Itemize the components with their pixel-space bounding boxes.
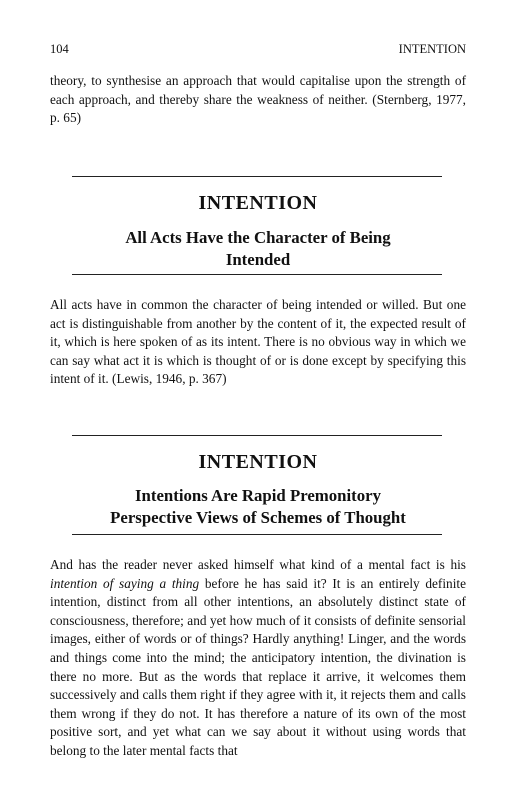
section-subtitle (50, 485, 466, 529)
section-bottom-rule (72, 534, 442, 535)
section-heading: INTENTION (198, 192, 318, 214)
section-subtitle-line: Intended (225, 250, 291, 269)
section-subtitle (50, 227, 466, 271)
section-body (50, 556, 466, 761)
section-heading: INTENTION (198, 451, 318, 473)
italic-phrase: intention of saying a thing (50, 575, 200, 591)
running-title: INTENTION (398, 42, 466, 56)
section-subtitle-line: All Acts Have the Character of Being (125, 228, 391, 247)
section-top-rule (72, 435, 442, 436)
section-bottom-rule (72, 274, 442, 275)
body-text: before he has said it? It is an entirely definite intention, distinct from all other intentions, an absolutely distinct state of consciousness, therefore; and yet how much of it consists of definite sensorial images, either of words or of things? Hardly anything! Linger, and the words and things come into the mind; the anticipatory intention, the divination is there no more. But as the words that replace it arrive, it welcomes them successively and calls them right if they agree with it, it rejects them and calls them wrong if they do not. It has therefore a nature of its own of the most positive sort, and yet what can we say about it without using words that belong to the later mental facts that (50, 575, 466, 758)
section-subtitle-line: Perspective Views of Schemes of Thought (110, 508, 406, 527)
page-number: 104 (50, 42, 69, 56)
section-body: All acts have in common the character of being intended or willed. But one act is distinguishable from another by the content of it, the expected result of it, which is here spoken of as its intent. There is no obvious way in which we can say what act it is which is thought of or is done except by specifying this intent of it. (Lewis, 1946, p. 367) (50, 297, 466, 387)
carryover-paragraph: theory, to synthesise an approach that would capitalise upon the strength of each approach, and thereby share the weakness of neither. (Sternberg, 1977, p. 65) (50, 73, 466, 126)
body-text: And has the reader never asked himself what kind of a mental fact is his (50, 557, 466, 572)
running-head (50, 42, 466, 60)
section-subtitle-line: Intentions Are Rapid Premonitory (135, 486, 381, 505)
section-top-rule (72, 176, 442, 177)
